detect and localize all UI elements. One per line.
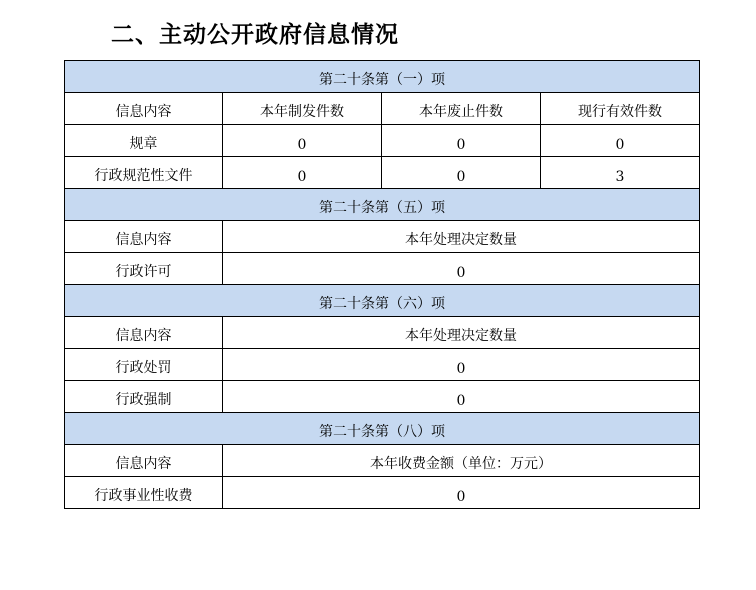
table-row [65,125,700,157]
section-header-row [65,189,700,221]
cell-value: 0 [223,253,700,285]
cell-value: 0 [541,125,700,157]
column-header: 本年处理决定数量 [223,221,700,253]
column-header: 本年制发件数 [223,93,382,125]
row-label: 行政规范性文件 [65,157,223,189]
column-header: 信息内容 [65,317,223,349]
row-label: 行政事业性收费 [65,477,223,509]
section-header: 第二十条第（六）项 [65,285,700,317]
column-header: 本年废止件数 [382,93,541,125]
cell-value: 0 [223,349,700,381]
cell-value: 0 [223,381,700,413]
section-header: 第二十条第（一）项 [65,61,700,93]
section-header-row [65,61,700,93]
row-label: 行政强制 [65,381,223,413]
section-header: 第二十条第（五）项 [65,189,700,221]
cell-value: 3 [541,157,700,189]
row-label: 行政许可 [65,253,223,285]
row-label: 规章 [65,125,223,157]
row-label: 行政处罚 [65,349,223,381]
column-header: 现行有效件数 [541,93,700,125]
section-header-row [65,413,700,445]
column-header-row [65,93,700,125]
column-header: 本年处理决定数量 [223,317,700,349]
page-title: 二、主动公开政府信息情况 [111,22,399,48]
cell-value: 0 [223,477,700,509]
disclosure-table [64,60,700,509]
column-header-row [65,317,700,349]
cell-value: 0 [382,157,541,189]
table-row [65,253,700,285]
cell-value: 0 [382,125,541,157]
cell-value: 0 [223,157,382,189]
column-header-row [65,221,700,253]
section-header: 第二十条第（八）项 [65,413,700,445]
column-header-row [65,445,700,477]
column-header: 本年收费金额（单位：万元） [223,445,700,477]
table-row [65,477,700,509]
section-header-row [65,285,700,317]
column-header: 信息内容 [65,445,223,477]
cell-value: 0 [223,125,382,157]
table-row [65,381,700,413]
column-header: 信息内容 [65,221,223,253]
column-header: 信息内容 [65,93,223,125]
table-row [65,157,700,189]
table-row [65,349,700,381]
